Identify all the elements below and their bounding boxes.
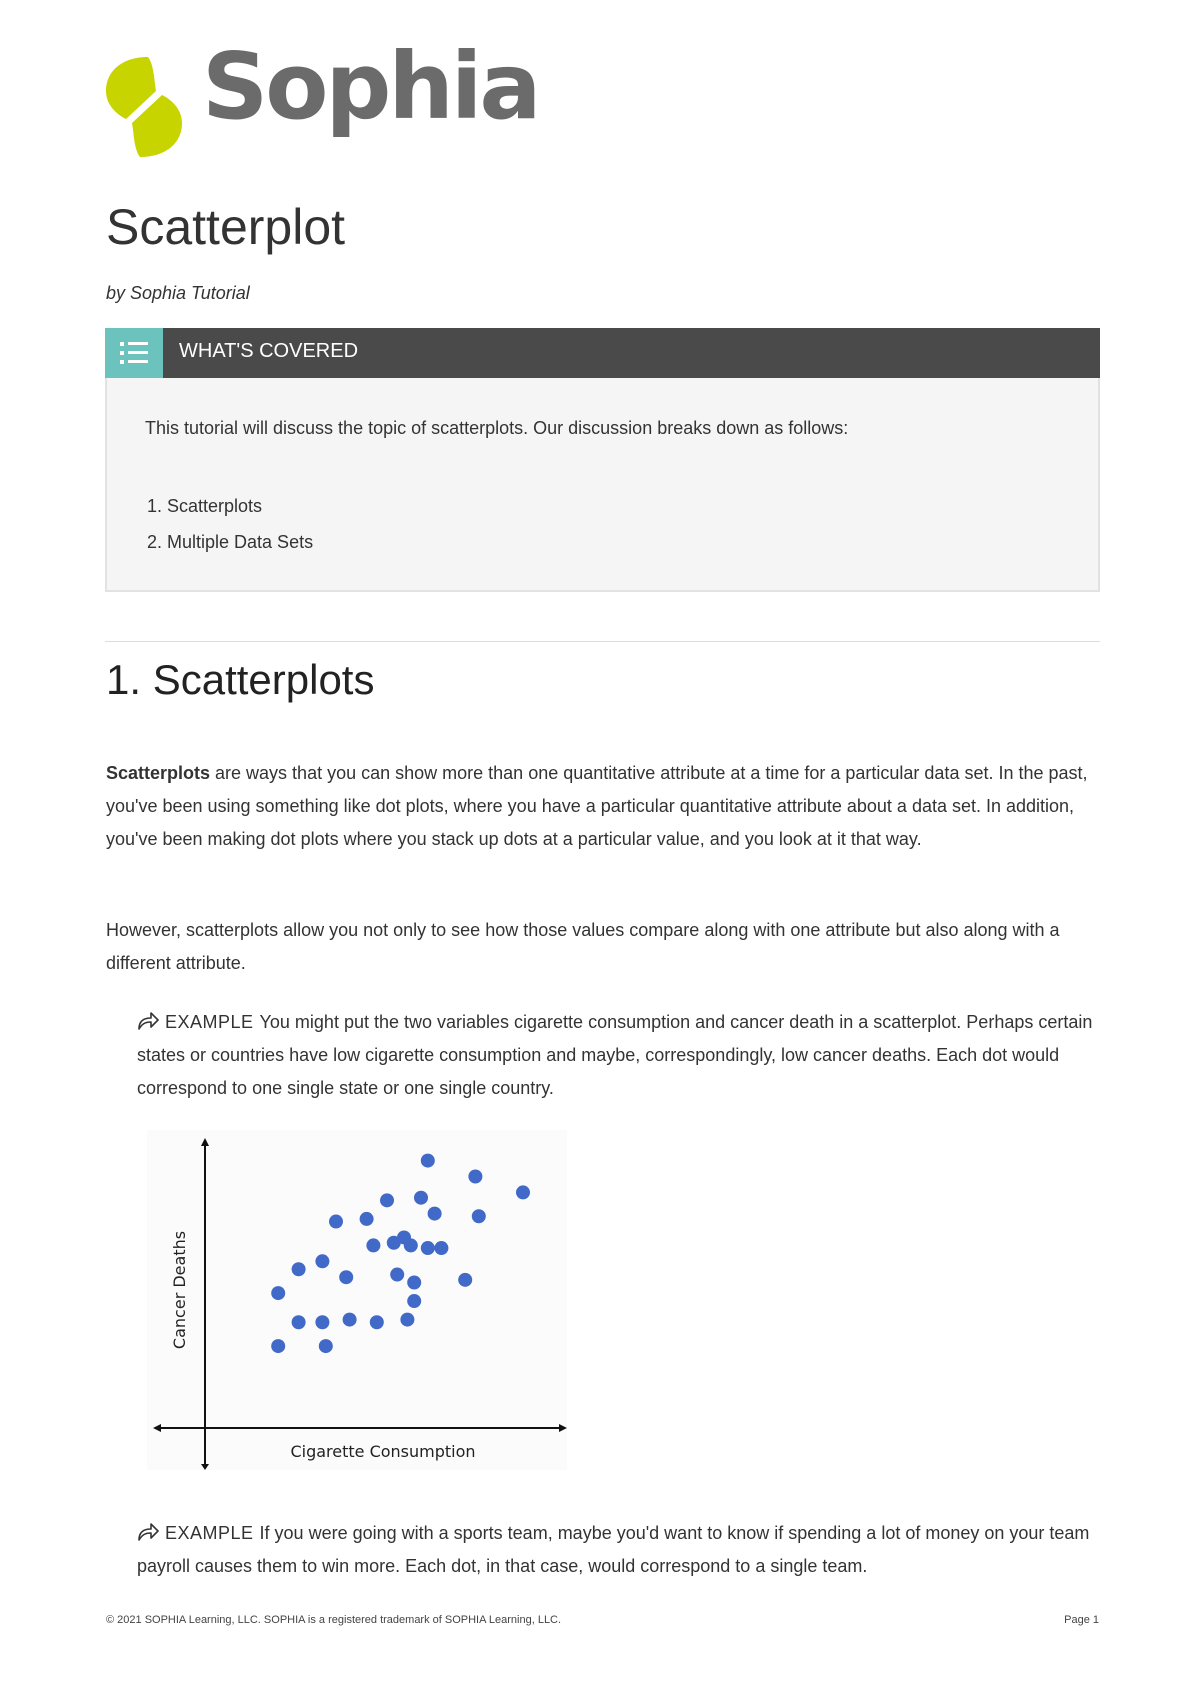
data-point xyxy=(428,1207,442,1221)
data-point xyxy=(390,1268,404,1282)
data-point xyxy=(472,1209,486,1223)
data-point xyxy=(414,1191,428,1205)
data-point xyxy=(400,1313,414,1327)
paragraph-1 xyxy=(106,757,1101,856)
example-2 xyxy=(137,1517,1102,1583)
whats-covered-title: WHAT'S COVERED xyxy=(179,340,359,362)
sophia-logo xyxy=(104,33,539,165)
paragraph-1-text: are ways that you can show more than one quantitative attribute at a time for a particular data set. In the past, you've been using something like dot plots, where you have a particular quantitative attribute about a data set. In addition, you've been making dot plots where you stack up dots at a particular value, and you look at it that way. xyxy=(106,763,1088,849)
data-point xyxy=(370,1315,384,1329)
byline: by Sophia Tutorial xyxy=(106,283,250,303)
data-point xyxy=(315,1254,329,1268)
y-axis-arrow-bottom xyxy=(201,1464,209,1470)
data-point xyxy=(458,1273,472,1287)
whats-covered-header xyxy=(105,328,1100,378)
data-point xyxy=(404,1238,418,1252)
whats-covered-intro: This tutorial will discuss the topic of scatterplots. Our discussion breaks down as follows: xyxy=(145,418,849,438)
data-point xyxy=(468,1170,482,1184)
y-axis-arrow-top xyxy=(201,1138,209,1146)
sophia-logo-text: Sophia xyxy=(202,33,539,140)
data-points xyxy=(271,1154,530,1354)
x-axis-arrow-left xyxy=(153,1424,161,1432)
footer-copyright: © 2021 SOPHIA Learning, LLC. SOPHIA is a registered trademark of SOPHIA Learning, LLC. xyxy=(106,1614,562,1626)
page-title: Scatterplot xyxy=(106,199,346,255)
share-arrow-icon xyxy=(137,1011,159,1031)
x-axis-label: Cigarette Consumption xyxy=(290,1442,476,1461)
example-label: EXAMPLE xyxy=(165,1523,254,1543)
x-axis-arrow-right xyxy=(559,1424,567,1432)
footer-page-number: Page 1 xyxy=(1064,1614,1099,1626)
data-point xyxy=(292,1315,306,1329)
data-point xyxy=(271,1286,285,1300)
scatterplot-chart xyxy=(147,1130,567,1470)
data-point xyxy=(339,1270,353,1284)
section-heading: 1. Scatterplots xyxy=(106,656,375,703)
data-point xyxy=(329,1215,343,1229)
whats-covered-box xyxy=(105,328,1100,592)
section-divider xyxy=(105,641,1100,642)
share-arrow-icon xyxy=(137,1522,159,1542)
data-point xyxy=(271,1339,285,1353)
example-text: If you were going with a sports team, maybe you'd want to know if spending a lot of money on your team payroll causes them to win more. Each dot, in that case, would correspond to a single team. xyxy=(137,1523,1090,1576)
data-point xyxy=(421,1241,435,1255)
data-point xyxy=(315,1315,329,1329)
paragraph-2: However, scatterplots allow you not only to see how those values compare along with one attribute but also along with a different attribute. xyxy=(106,920,1060,973)
whats-covered-list xyxy=(147,488,313,560)
data-point xyxy=(343,1313,357,1327)
list-item: 1. Scatterplots xyxy=(147,496,263,516)
data-point xyxy=(407,1294,421,1308)
example-text: You might put the two variables cigarette consumption and cancer death in a scatterplot. Perhaps certain states or countries have low cigarette consumption and maybe, correspondingly, low cancer deaths. Each dot would correspond to one single state or one single country. xyxy=(137,1012,1093,1098)
list-item: 2. Multiple Data Sets xyxy=(147,532,314,552)
data-point xyxy=(407,1276,421,1290)
data-point xyxy=(360,1212,374,1226)
y-axis-label: Cancer Deaths xyxy=(170,1230,189,1350)
data-point xyxy=(366,1238,380,1252)
data-point xyxy=(380,1193,394,1207)
list-icon xyxy=(105,328,163,378)
data-point xyxy=(319,1339,333,1353)
data-point xyxy=(516,1185,530,1199)
example-label: EXAMPLE xyxy=(165,1012,254,1032)
sophia-logo-mark xyxy=(104,55,184,159)
data-point xyxy=(292,1262,306,1276)
data-point xyxy=(421,1154,435,1168)
example-1 xyxy=(137,1006,1102,1105)
term-scatterplots: Scatterplots xyxy=(106,763,211,783)
data-point xyxy=(434,1241,448,1255)
